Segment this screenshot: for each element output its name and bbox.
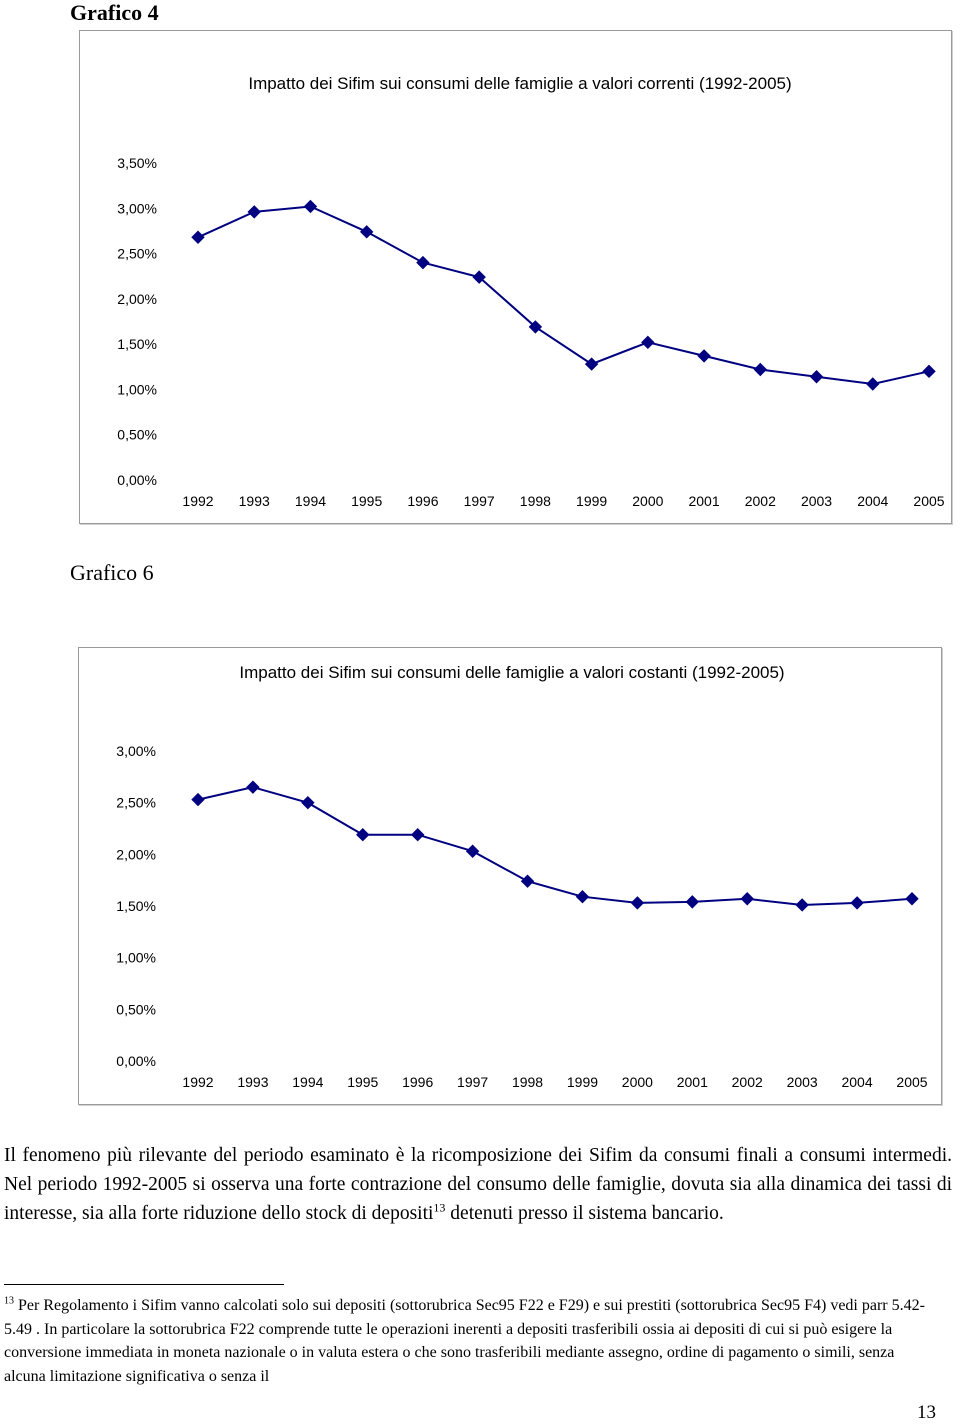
data-point-marker [248,206,260,218]
data-point-marker [522,875,534,887]
x-tick-label: 2001 [688,493,720,509]
data-point-marker [906,893,918,905]
x-tick-label: 2005 [896,1074,928,1090]
data-point-marker [302,797,314,809]
data-point-marker [247,781,259,793]
x-tick-label: 1994 [294,493,327,509]
y-tick-label: 3,50% [117,155,157,171]
data-point-marker [851,897,863,909]
data-point-marker [192,231,204,243]
chart-1-svg [80,31,951,523]
x-tick-label: 2000 [621,1074,653,1090]
data-point-marker [631,897,643,909]
data-point-marker [754,364,766,376]
chart-2-heading: Grafico 6 [70,560,154,585]
chart-2-svg [79,648,941,1104]
x-tick-label: 1994 [292,1074,324,1090]
y-tick-label: 0,50% [117,426,157,443]
x-tick-label: 2003 [786,1074,818,1090]
x-tick-label: 1998 [519,493,551,509]
x-tick-label: 1999 [566,1074,599,1090]
data-point-marker [642,336,654,348]
x-tick-label: 2000 [632,493,664,509]
chart-1-container [79,30,952,524]
y-tick-label: 2,50% [117,245,157,262]
data-point-marker [811,371,823,383]
x-tick-label: 2002 [731,1074,763,1090]
y-tick-label: 3,00% [117,200,157,217]
y-tick-label: 2,50% [116,794,156,811]
x-tick-label: 1996 [407,493,439,509]
footnote [4,1294,934,1388]
y-tick-label: 2,00% [116,846,156,863]
data-point-marker [923,365,935,377]
footnote-reference[interactable]: 13 [433,1200,446,1215]
x-tick-label: 1996 [402,1074,434,1090]
x-tick-label: 1997 [457,1074,489,1090]
y-tick-label: 1,50% [117,336,157,353]
data-point-marker [586,358,598,370]
x-tick-label: 1995 [351,493,383,509]
x-tick-label: 2003 [800,493,833,509]
x-tick-label: 1993 [237,1074,269,1090]
data-point-marker [867,378,879,390]
x-tick-label: 1995 [347,1074,379,1090]
data-point-marker [796,899,808,911]
y-tick-label: 0,00% [117,472,157,488]
y-tick-label: 1,00% [117,381,157,398]
x-tick-label: 2004 [841,1074,873,1090]
data-point-marker [192,794,204,806]
chart-2-container [78,647,942,1105]
x-tick-label: 2001 [676,1074,708,1090]
y-tick-label: 2,00% [117,290,157,307]
footnote-separator [4,1284,284,1285]
chart-1-heading: Grafico 4 [70,0,159,25]
body-text-b: detenuti presso il sistema bancario. [445,1203,724,1224]
data-point-marker [467,845,479,857]
y-tick-label: 0,00% [116,1053,156,1069]
data-point-marker [417,257,429,269]
chart-title: Impatto dei Sifim sui consumi delle famiglie a valori costanti (1992-2005) [239,663,785,682]
page-number: 13 [917,1402,936,1423]
body-text-a: Il fenomeno più rilevante del periodo esaminato è la ricomposizione dei Sifim da consumi finali a consumi intermedi. Nel periodo 1992-2005 si osserva una forte contrazione del consumo delle famiglie, dovuta sia alla dinamica dei tassi di interesse, sia alla forte riduzione dello stock di depositi [4,1145,952,1224]
data-point-marker [357,829,369,841]
data-point-marker [698,350,710,362]
series-line [198,207,929,385]
x-tick-label: 1992 [182,1074,214,1090]
data-point-marker [576,891,588,903]
data-point-marker [741,893,753,905]
x-tick-label: 1993 [238,493,270,509]
chart-title: Impatto dei Sifim sui consumi delle famiglie a valori correnti (1992-2005) [248,74,792,93]
data-point-marker [304,200,316,212]
x-tick-label: 1998 [511,1074,544,1090]
data-point-marker [361,226,373,238]
data-point-marker [686,896,698,908]
x-tick-label: 2004 [857,493,889,509]
x-tick-label: 1992 [182,493,214,509]
x-tick-label: 2002 [744,493,776,509]
y-tick-label: 3,00% [116,743,156,759]
footnote-number: 13 [4,1295,14,1307]
data-point-marker [412,829,424,841]
x-tick-label: 2005 [913,493,945,509]
footnote-text: Per Regolamento i Sifim vanno calcolati solo sui depositi (sottorubrica Sec95 F22 e F29) e sui prestiti (sottorubrica Sec95 F4) vedi parr 5.42-5.49 . In particolare la sottorubrica F22 comprende tutte le operazioni inerenti a depositi trasferibili ossia ai depositi di cui si può esigere la conversione immediata in moneta nazionale o in valuta estera o che sono trasferibili mediante assegno, ordine di pagamento o simili, senza alcuna limitazione significativa o senza il [4,1297,925,1385]
x-tick-label: 1997 [463,493,495,509]
y-tick-label: 1,50% [116,898,156,914]
y-tick-label: 1,00% [116,949,156,966]
y-tick-label: 0,50% [116,1001,156,1018]
body-paragraph [4,1141,952,1228]
x-tick-label: 1999 [576,493,608,509]
